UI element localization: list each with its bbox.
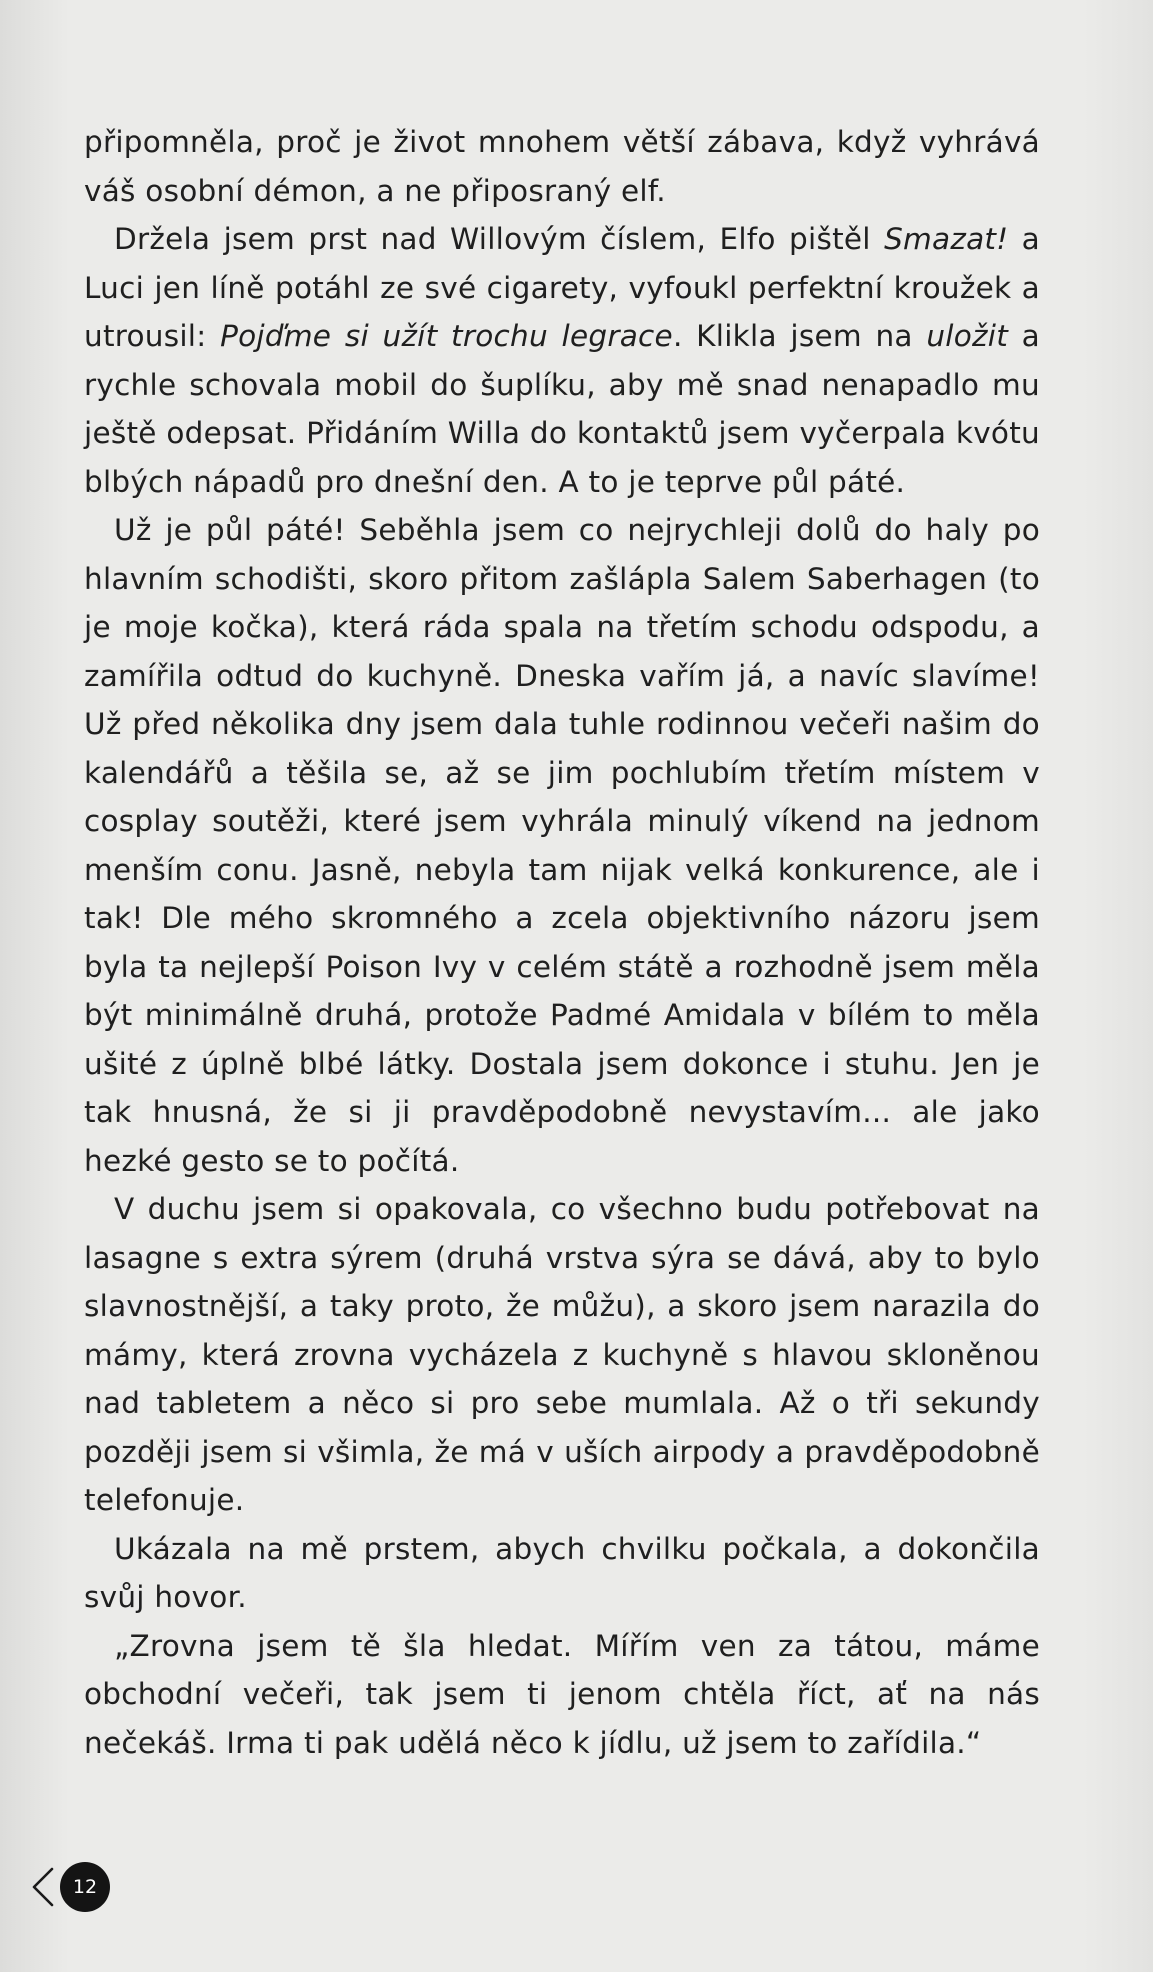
paragraph <box>84 1185 1040 1525</box>
paragraph <box>84 215 1040 506</box>
paragraph <box>84 1622 1040 1768</box>
paragraph <box>84 1525 1040 1622</box>
text-segment: připomněla, proč je život mnohem větší zábava, když vyhrává váš osobní démon, a ne připosraný elf. <box>84 125 1040 208</box>
text-segment: Ukázala na mě prstem, abych chvilku počkala, a dokončila svůj hovor. <box>84 1531 1040 1614</box>
italic-text: Pojďme si užít trochu legrace <box>220 319 673 353</box>
text-segment: a rychle schovala mobil do šuplíku, aby mě snad nenapadlo mu ještě odepsat. Přidáním Willa do kontaktů jsem vyčerpala kvótu blbých nápadů pro dnešní den. A to je teprve půl páté. <box>84 319 1040 499</box>
paragraph <box>84 118 1040 215</box>
text-segment: Držela jsem prst nad Willovým číslem, Elfo pištěl <box>114 222 885 256</box>
italic-text: uložit <box>926 319 1009 353</box>
text-segment: Už je půl páté! Seběhla jsem co nejrychleji dolů do haly po hlavním schodišti, skoro přitom zašlápla Salem Saberhagen (to je moje kočka), která ráda spala na třetím schodu odspodu, a zamířila odtud do kuchyně. Dneska vařím já, a navíc slavíme! Už před několika dny jsem dala tuhle rodinnou večeři našim do kalendářů a těšila se, až se jim pochlubím třetím místem v cosplay soutěži, které jsem vyhrála minulý víkend na jednom menším conu. Jasně, nebyla tam nijak velká konkurence, ale i tak! Dle mého skromného a zcela objektivního názoru jsem byla ta nejlepší Poison Ivy v celém státě a rozhodně jsem měla být minimálně druhá, protože Padmé Amidala v bílém to měla ušité z úplně blbé látky. Dostala jsem dokonce i stuhu. Jen je tak hnusná, že si ji pravděpodobně nevystavím... ale jako hezké gesto se to počítá. <box>84 513 1040 1178</box>
paragraph <box>84 506 1040 1185</box>
page-number: 12 <box>60 1862 110 1912</box>
chevron-left-icon[interactable] <box>30 1865 56 1909</box>
text-segment: „Zrovna jsem tě šla hledat. Mířím ven za tátou, máme obchodní večeři, tak jsem ti jenom chtěla říct, ať na nás nečekáš. Irma ti pak udělá něco k jídlu, už jsem to zařídila.“ <box>84 1628 1040 1760</box>
text-segment: . Klikla jsem na <box>672 319 927 353</box>
text-segment: a Luci jen líně potáhl ze své cigarety, vyfoukl perfektní kroužek a utrousil: <box>84 222 1040 353</box>
italic-text: Smazat! <box>884 222 1009 256</box>
page-footer <box>30 1862 110 1912</box>
text-segment: V duchu jsem si opakovala, co všechno budu potřebovat na lasagne s extra sýrem (druhá vrstva sýra se dává, aby to bylo slavnostnější, a taky proto, že můžu), a skoro jsem narazila do mámy, která zrovna vycházela z kuchyně s hlavou skloněnou nad tabletem a něco si pro sebe mumlala. Až o tři sekundy později jsem si všimla, že má v uších airpody a pravděpodobně telefonuje. <box>84 1192 1040 1517</box>
body-text <box>84 118 1040 1767</box>
